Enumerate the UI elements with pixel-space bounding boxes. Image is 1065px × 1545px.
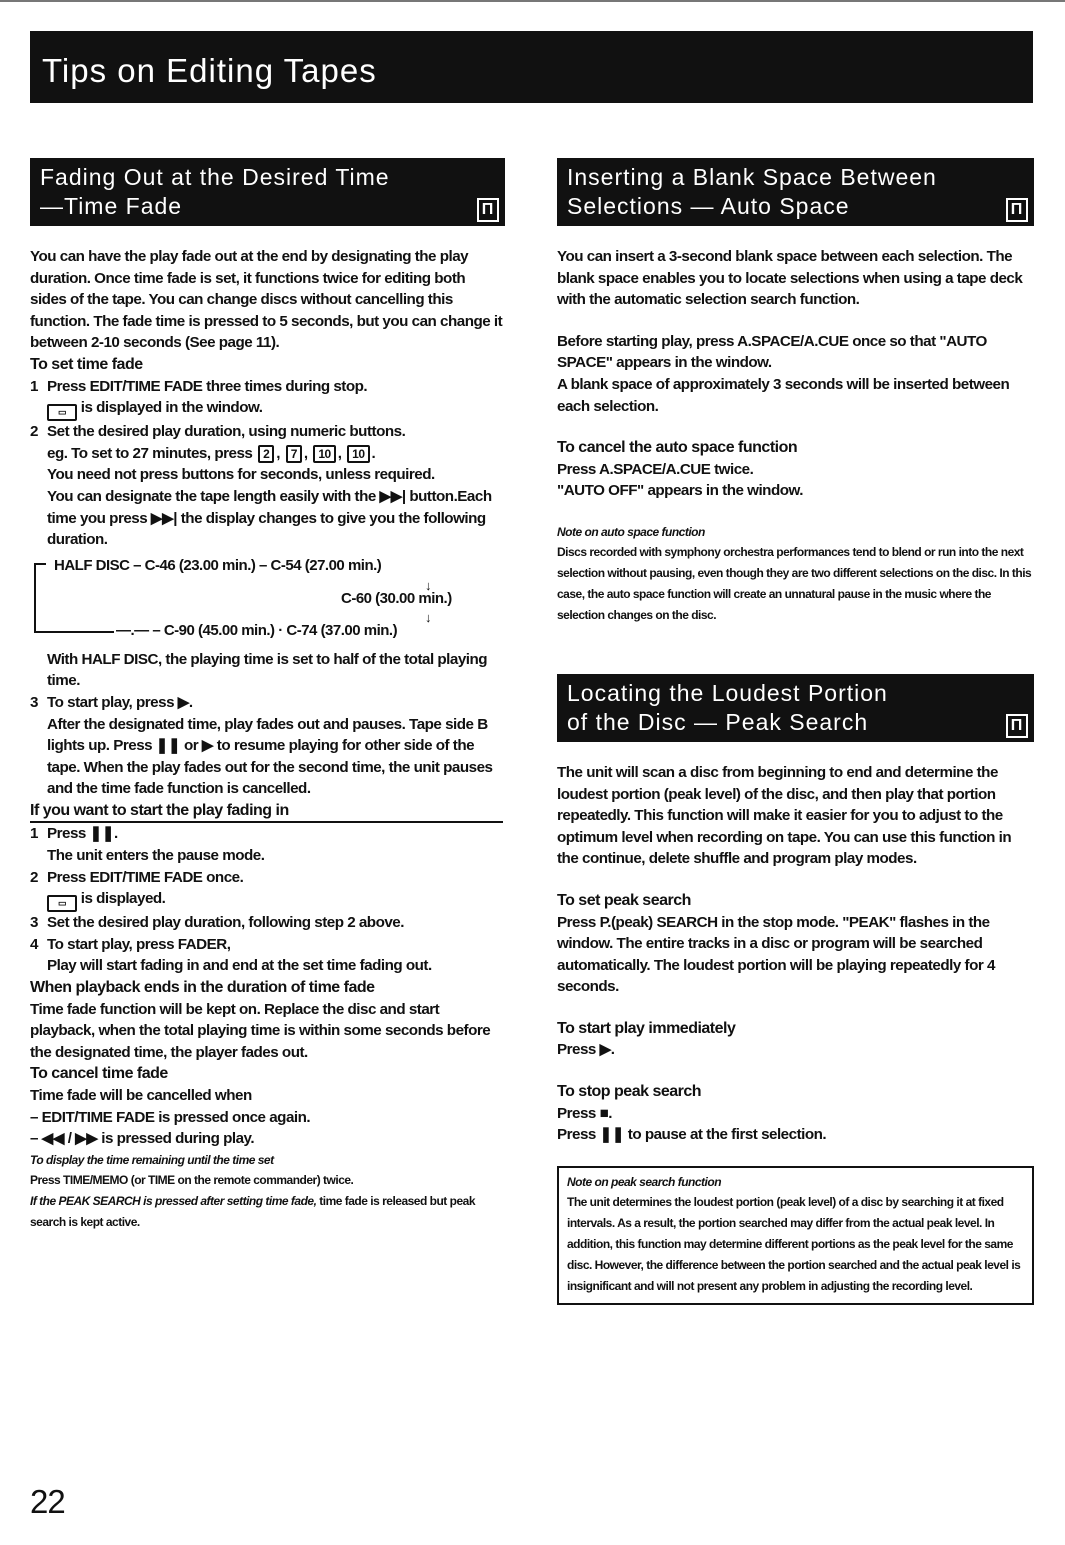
step-2-text: Set the desired play duration, using numeric buttons. — [47, 423, 406, 441]
cycle-line-3: —.— – C-90 (45.00 min.) · C-74 (37.00 min.) — [116, 621, 398, 639]
peak-search-header — [557, 674, 1034, 742]
cancel-auto-space-1: Press A.SPACE/A.CUE twice. — [557, 460, 754, 478]
cancel-auto-space-2: "AUTO OFF" appears in the window. — [557, 482, 803, 500]
time-fade-intro: You can have the play fade out at the end by designating the play duration. Once time fade is set, it functions twice for editing both sides of the tape. You can change discs without cancelling this function. The fade time is pressed to 5 seconds, but you can change it between 2-10 seconds (See page 11). — [30, 248, 503, 352]
fade-in-step-2: 2 Press EDIT/TIME FADE once. ▭ is displayed. — [30, 867, 505, 913]
key-7: 7 — [286, 445, 302, 463]
step-2-example: eg. To set to 27 minutes, press — [47, 444, 253, 462]
auto-space-header — [557, 158, 1034, 226]
set-time-fade-heading: To set time fade — [30, 355, 143, 373]
start-play-text: Press ▶. — [557, 1041, 615, 1059]
playback-ends-heading: When playback ends in the duration of time fade — [30, 979, 375, 997]
stop-peak-search-1: Press ■. — [557, 1104, 612, 1122]
edit-mode-icon: Π — [1006, 198, 1028, 222]
step-1: 1 Press EDIT/TIME FADE three times during stop. ▭ is displayed in the window. — [30, 376, 505, 422]
auto-space-note-heading: Note on auto space function — [557, 524, 705, 539]
half-disc-note: With HALF DISC, the playing time is set to half of the total playing time. — [47, 650, 488, 690]
cancel-item-2: – ◀◀ / ▶▶ is pressed during play. — [30, 1130, 255, 1148]
page-number: 22 — [30, 1483, 65, 1520]
auto-space-intro: You can insert a 3-second blank space between each selection. The blank space enables you to locate selections when using a tape deck with the automatic selection search function. — [557, 248, 1023, 309]
key-10-b: 10 — [347, 445, 369, 463]
edit-mode-icon: Π — [1006, 714, 1028, 738]
time-fade-header-line1: Fading Out at the Desired Time — [40, 164, 390, 190]
playback-ends-text: Time fade function will be kept on. Replace the disc and start playback, when the total playing time is within some seconds before the designated time, the player fades out. — [30, 1000, 491, 1061]
time-fade-header — [30, 158, 505, 226]
step-3-text: To start play, press ▶. — [47, 693, 193, 711]
stop-peak-search-heading: To stop peak search — [557, 1083, 702, 1101]
fade-in-step-1: 1 Press ❚❚. The unit enters the pause mode. — [30, 825, 265, 865]
auto-space-before: Before starting play, press A.SPACE/A.CUE once so that "AUTO SPACE" appears in the window. — [557, 332, 987, 372]
down-arrow-icon: ↓ — [425, 577, 431, 593]
top-rule — [0, 0, 1065, 2]
key-2: 2 — [258, 445, 274, 463]
fade-display-icon: ▭ — [47, 895, 77, 912]
set-peak-search-heading: To set peak search — [557, 891, 691, 909]
auto-space-header-line2: Selections — Auto Space — [567, 193, 850, 219]
duration-cycle-diagram — [30, 555, 505, 643]
cancel-time-fade-text: Time fade will be cancelled when — [30, 1087, 252, 1104]
time-fade-header-line2: —Time Fade — [40, 193, 183, 219]
peak-search-intro: The unit will scan a disc from beginning to end and determine the loudest portion (peak level) of the disc, and then play that portion repeatedly. This function will make it easier for you to adjust to the optimum level when recording on tape. You can use this function in the continue, delete shuffle and program play modes. — [557, 763, 1012, 868]
edit-mode-icon: Π — [477, 198, 499, 222]
peak-search-header-line2: of the Disc — Peak Search — [567, 708, 869, 735]
peak-search-note-text: The unit determines the loudest portion (peak level) of a disc by searching it at fixed intervals. As a result, the portion searched may differ from the actual peak level. In addition, this function may determine different portions as the peak level for the same disc. However, the difference between the portion searched and the actual peak level is insignificant and will not present any problem in adjusting the recording level. — [567, 1194, 1021, 1293]
fade-display-icon: ▭ — [47, 404, 77, 421]
start-play-heading: To start play immediately — [557, 1019, 736, 1037]
fade-in-step-4: 4 To start play, press FADER, Play will start fading in and end at the set time fading out. — [30, 935, 432, 975]
step-3: 3 To start play, press ▶. After the designated time, play fades out and pauses. Tape side B lights up. Press ❚❚ or ▶ to resume playing for other side of the tape. When the play fades out for the second time, the unit pauses and the time fade function is cancelled. — [30, 693, 493, 798]
auto-space-header-line1: Inserting a Blank Space Between — [567, 164, 937, 190]
right-column — [557, 158, 1034, 1305]
key-10-a: 10 — [313, 445, 335, 463]
stop-peak-search-2: Press ❚❚ to pause at the first selection. — [557, 1126, 827, 1144]
step-3-detail: After the designated time, play fades out and pauses. Tape side B lights up. Press ❚❚ or ▶ to resume playing for other side of the tape. When the play fades out for the second time, the unit pauses and the time fade function is cancelled. — [47, 715, 493, 798]
down-arrow-icon: ↓ — [425, 609, 431, 625]
peak-search-header-line1: Locating the Loudest Portion — [567, 679, 888, 706]
step-2-seconds: You need not press buttons for seconds, unless required. — [47, 466, 435, 484]
set-peak-search-text: Press P.(peak) SEARCH in the stop mode. "PEAK" flashes in the window. The entire tracks in a disc or program will be searched automatically. The loudest portion will be playing repeatedly for 4 seconds. — [557, 913, 995, 996]
step-2-tape-length: You can designate the tape length easily with the ▶▶| button.Each time you press ▶▶| the display changes to give you the following duration. — [47, 487, 492, 549]
auto-space-note-text: Discs recorded with symphony orchestra performances tend to blend or run into the next selection without pausing, even though they are two different selections on the disc. In this case, the auto space function will create an unnatural pause in the music where the selection changes on the disc. — [557, 544, 1032, 622]
peak-search-note-heading: Note on peak search function — [567, 1174, 722, 1189]
page-title: Tips on Editing Tapes — [30, 31, 1033, 103]
peak-search-note: If the PEAK SEARCH is pressed after setting time fade, time fade is released but peak search is kept active. — [30, 1193, 475, 1229]
display-remaining-heading: To display the time remaining until the time set — [30, 1152, 274, 1167]
step-1-text: Press EDIT/TIME FADE three times during stop. — [47, 377, 368, 395]
cycle-c60: C-60 (30.00 min.) — [341, 589, 452, 607]
step-2: 2 Set the desired play duration, using numeric buttons. eg. To set to 27 minutes, press 2 , 7 , 10 , 10 . You need not press buttons for seconds, unless required. You can designate the tape length easily with the ▶▶| button.Each time you press ▶▶| the display changes to give you the following duration. — [30, 423, 492, 549]
peak-search-note-box — [557, 1166, 1034, 1305]
fade-in-heading: If you want to start the play fading in — [30, 800, 503, 824]
left-column — [30, 158, 505, 1233]
cancel-item-1: – EDIT/TIME FADE is pressed once again. — [30, 1108, 311, 1126]
display-remaining-text: Press TIME/MEMO (or TIME on the remote commander) twice. — [30, 1172, 354, 1187]
fade-in-step-3: 3 Set the desired play duration, following step 2 above. — [30, 914, 404, 932]
step-1-display-text: is displayed in the window. — [80, 399, 263, 417]
cancel-auto-space-heading: To cancel the auto space function — [557, 439, 798, 457]
cycle-line-1: HALF DISC – C-46 (23.00 min.) – C-54 (27.00 min.) — [54, 556, 382, 574]
auto-space-blank: A blank space of approximately 3 seconds will be inserted between each selection. — [557, 375, 1010, 415]
cancel-time-fade-heading: To cancel time fade — [30, 1065, 168, 1083]
